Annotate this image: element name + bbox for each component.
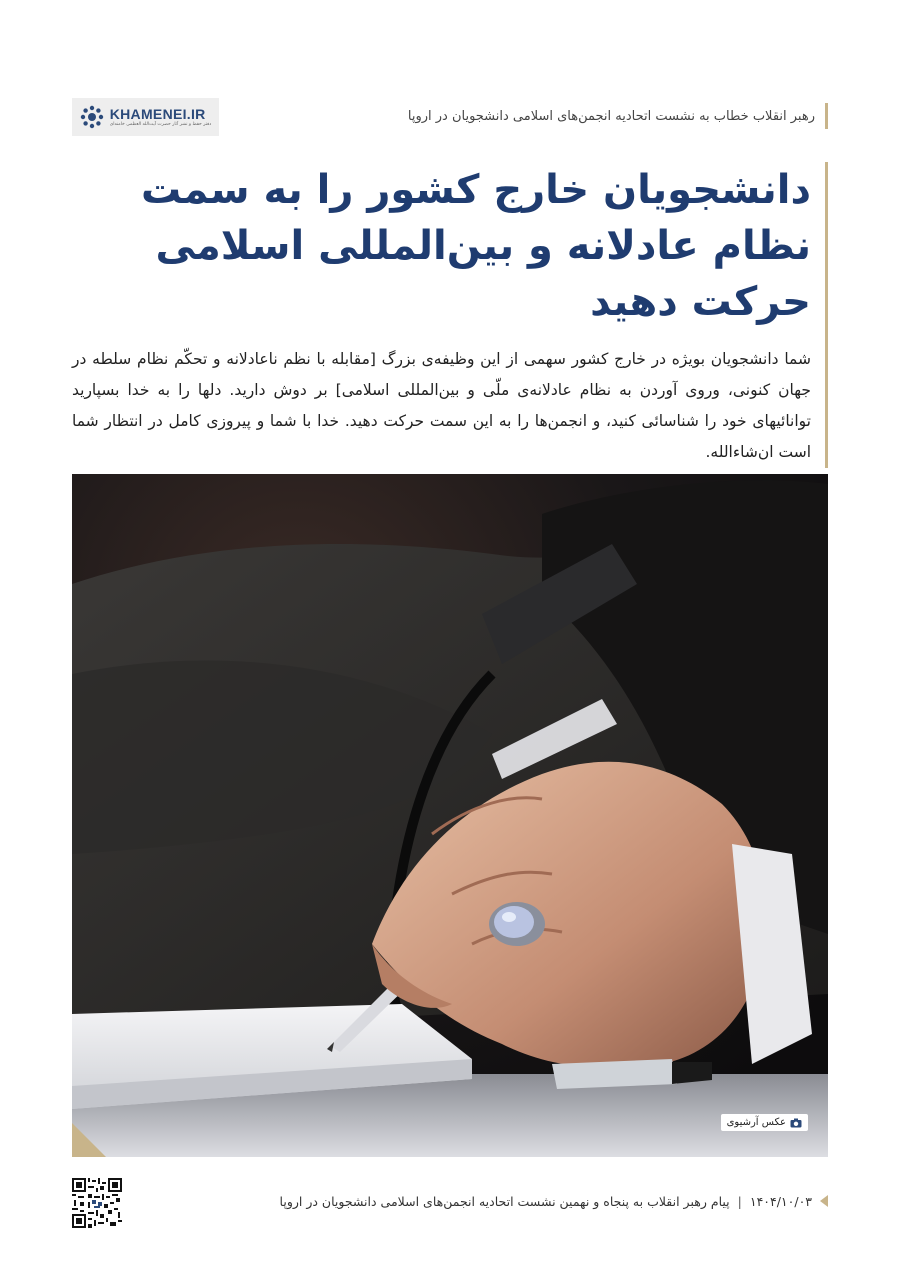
camera-icon (790, 1118, 802, 1128)
site-logo[interactable] (72, 98, 219, 136)
header-strap-text: رهبر انقلاب خطاب به نشست اتحادیه انجمن‌های اسلامی دانشجویان در اروپا (407, 108, 815, 124)
headline-block (72, 162, 828, 468)
qr-code[interactable] (72, 1178, 122, 1228)
logo-name: KHAMENEI.IR (109, 105, 206, 122)
logo-subtitle: دفتر حفظ و نشر آثار حضرت آیت‌الله العظمی خامنه‌ای (109, 121, 212, 127)
footer (280, 1191, 828, 1211)
photo-illustration (72, 474, 828, 1157)
khamenei-logo-icon (80, 105, 104, 129)
body-text: شما دانشجویان بویژه در خارج کشور سهمی از این وظیفه‌ی بزرگ [مقابله با نظم ناعادلانه و تحکّم نظام سلطه در جهان کنونی، وروی آوردن به نظام عادلانه‌ی ملّی و بین‌المللی اسلامی] بر دوش دارید. دلها را به خدا بسپارید توانائیهای خود را شناسائی کنید، و انجمن‌ها را به این سمت حرکت دهید. خدا با شما و پیروزی کامل در انتظار شما است ان‌شاءالله. (72, 350, 811, 461)
photo-credit-badge (721, 1114, 808, 1131)
header-strap (408, 103, 828, 129)
footer-date: ۱۴۰۴/۱۰/۰۳ (749, 1193, 812, 1209)
photo-hand-writing (72, 474, 828, 1157)
footer-separator: | (737, 1193, 742, 1209)
triangle-arrow-icon (820, 1195, 828, 1207)
headline: دانشجویان خارج کشور را به سمت نظام عادلانه و بین‌المللی اسلامی حرکت دهید (141, 167, 811, 325)
footer-caption: پیام رهبر انقلاب به پنجاه و نهمین نشست اتحادیه انجمن‌های اسلامی دانشجویان در اروپا (279, 1193, 730, 1209)
photo-credit-text: عکس آرشیوی (726, 1117, 786, 1128)
